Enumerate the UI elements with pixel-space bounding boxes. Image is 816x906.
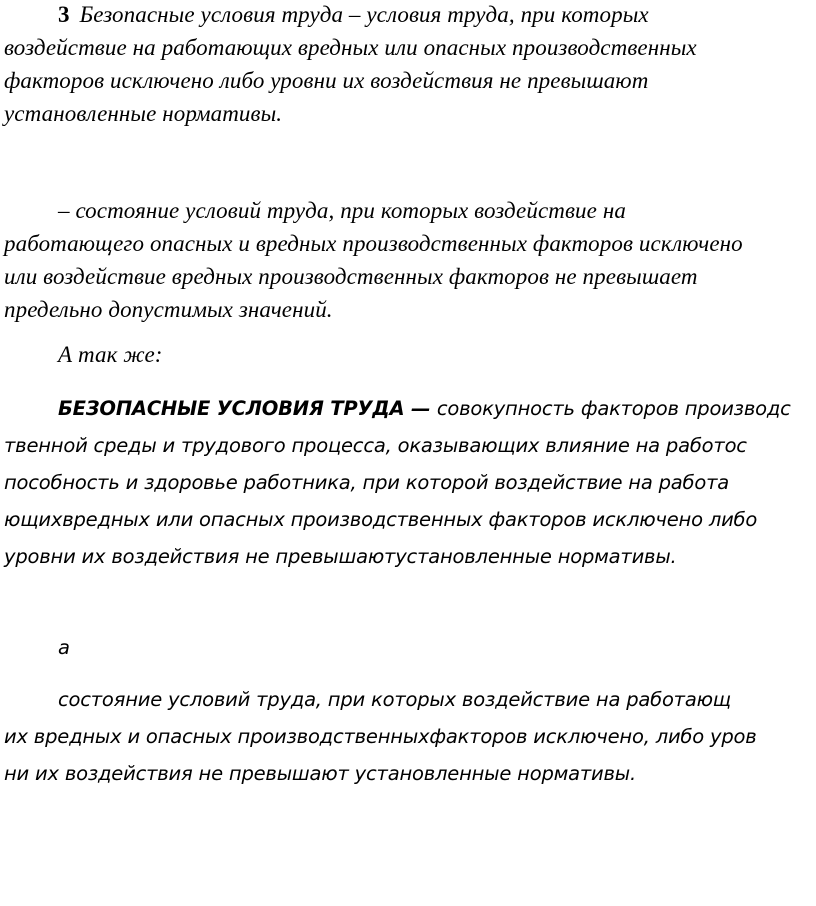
paragraph-3-line-4: установленные нормативы. [4, 101, 283, 126]
paragraph-text: Безопасные условия труда – условия труда, при которых [79, 2, 649, 27]
definition-2-line-3: или воздействие вредных производственных факторов не превышает [4, 264, 698, 289]
also-label: А так же: [58, 342, 163, 367]
definition-3-line-4: ющихвредных или опасных производственных факторов исключено либо [4, 508, 758, 531]
paragraph-number: 3 [58, 2, 70, 27]
definition-4-line-2: их вредных и опасных производственныхфакторов исключено, либо уров [4, 725, 757, 748]
paragraph-3-line-3: факторов исключено либо уровни их воздействия не превышают [4, 68, 649, 93]
letter-a: а [58, 636, 70, 659]
definition-2-line-1: – состояние условий труда, при которых воздействие на [58, 198, 626, 223]
definition-4-line-1: состояние условий труда, при которых воздействие на работающ [58, 688, 731, 711]
definition-2-line-4: предельно допустимых значений. [4, 297, 333, 322]
definition-3-line-2: твенной среды и трудового процесса, оказывающих влияние на работос [4, 434, 747, 457]
definition-3-line-5: уровни их воздействия не превышаютустановленные нормативы. [4, 545, 677, 568]
definition-2-line-2: работающего опасных и вредных производственных факторов исключено [4, 231, 743, 256]
definition-text: совокупность факторов производс [436, 397, 791, 420]
term-dash: — [404, 397, 437, 420]
definition-3-line-3: пособность и здоровье работника, при которой воздействие на работа [4, 471, 729, 494]
defined-term: БЕЗОПАСНЫЕ УСЛОВИЯ ТРУДА [58, 397, 405, 420]
paragraph-3-line-1 [58, 2, 649, 28]
definition-4-line-3: ни их воздействия не превышают установленные нормативы. [4, 762, 637, 785]
paragraph-3-line-2: воздействие на работающих вредных или опасных производственных [4, 35, 697, 60]
definition-3-line-1 [58, 397, 791, 420]
